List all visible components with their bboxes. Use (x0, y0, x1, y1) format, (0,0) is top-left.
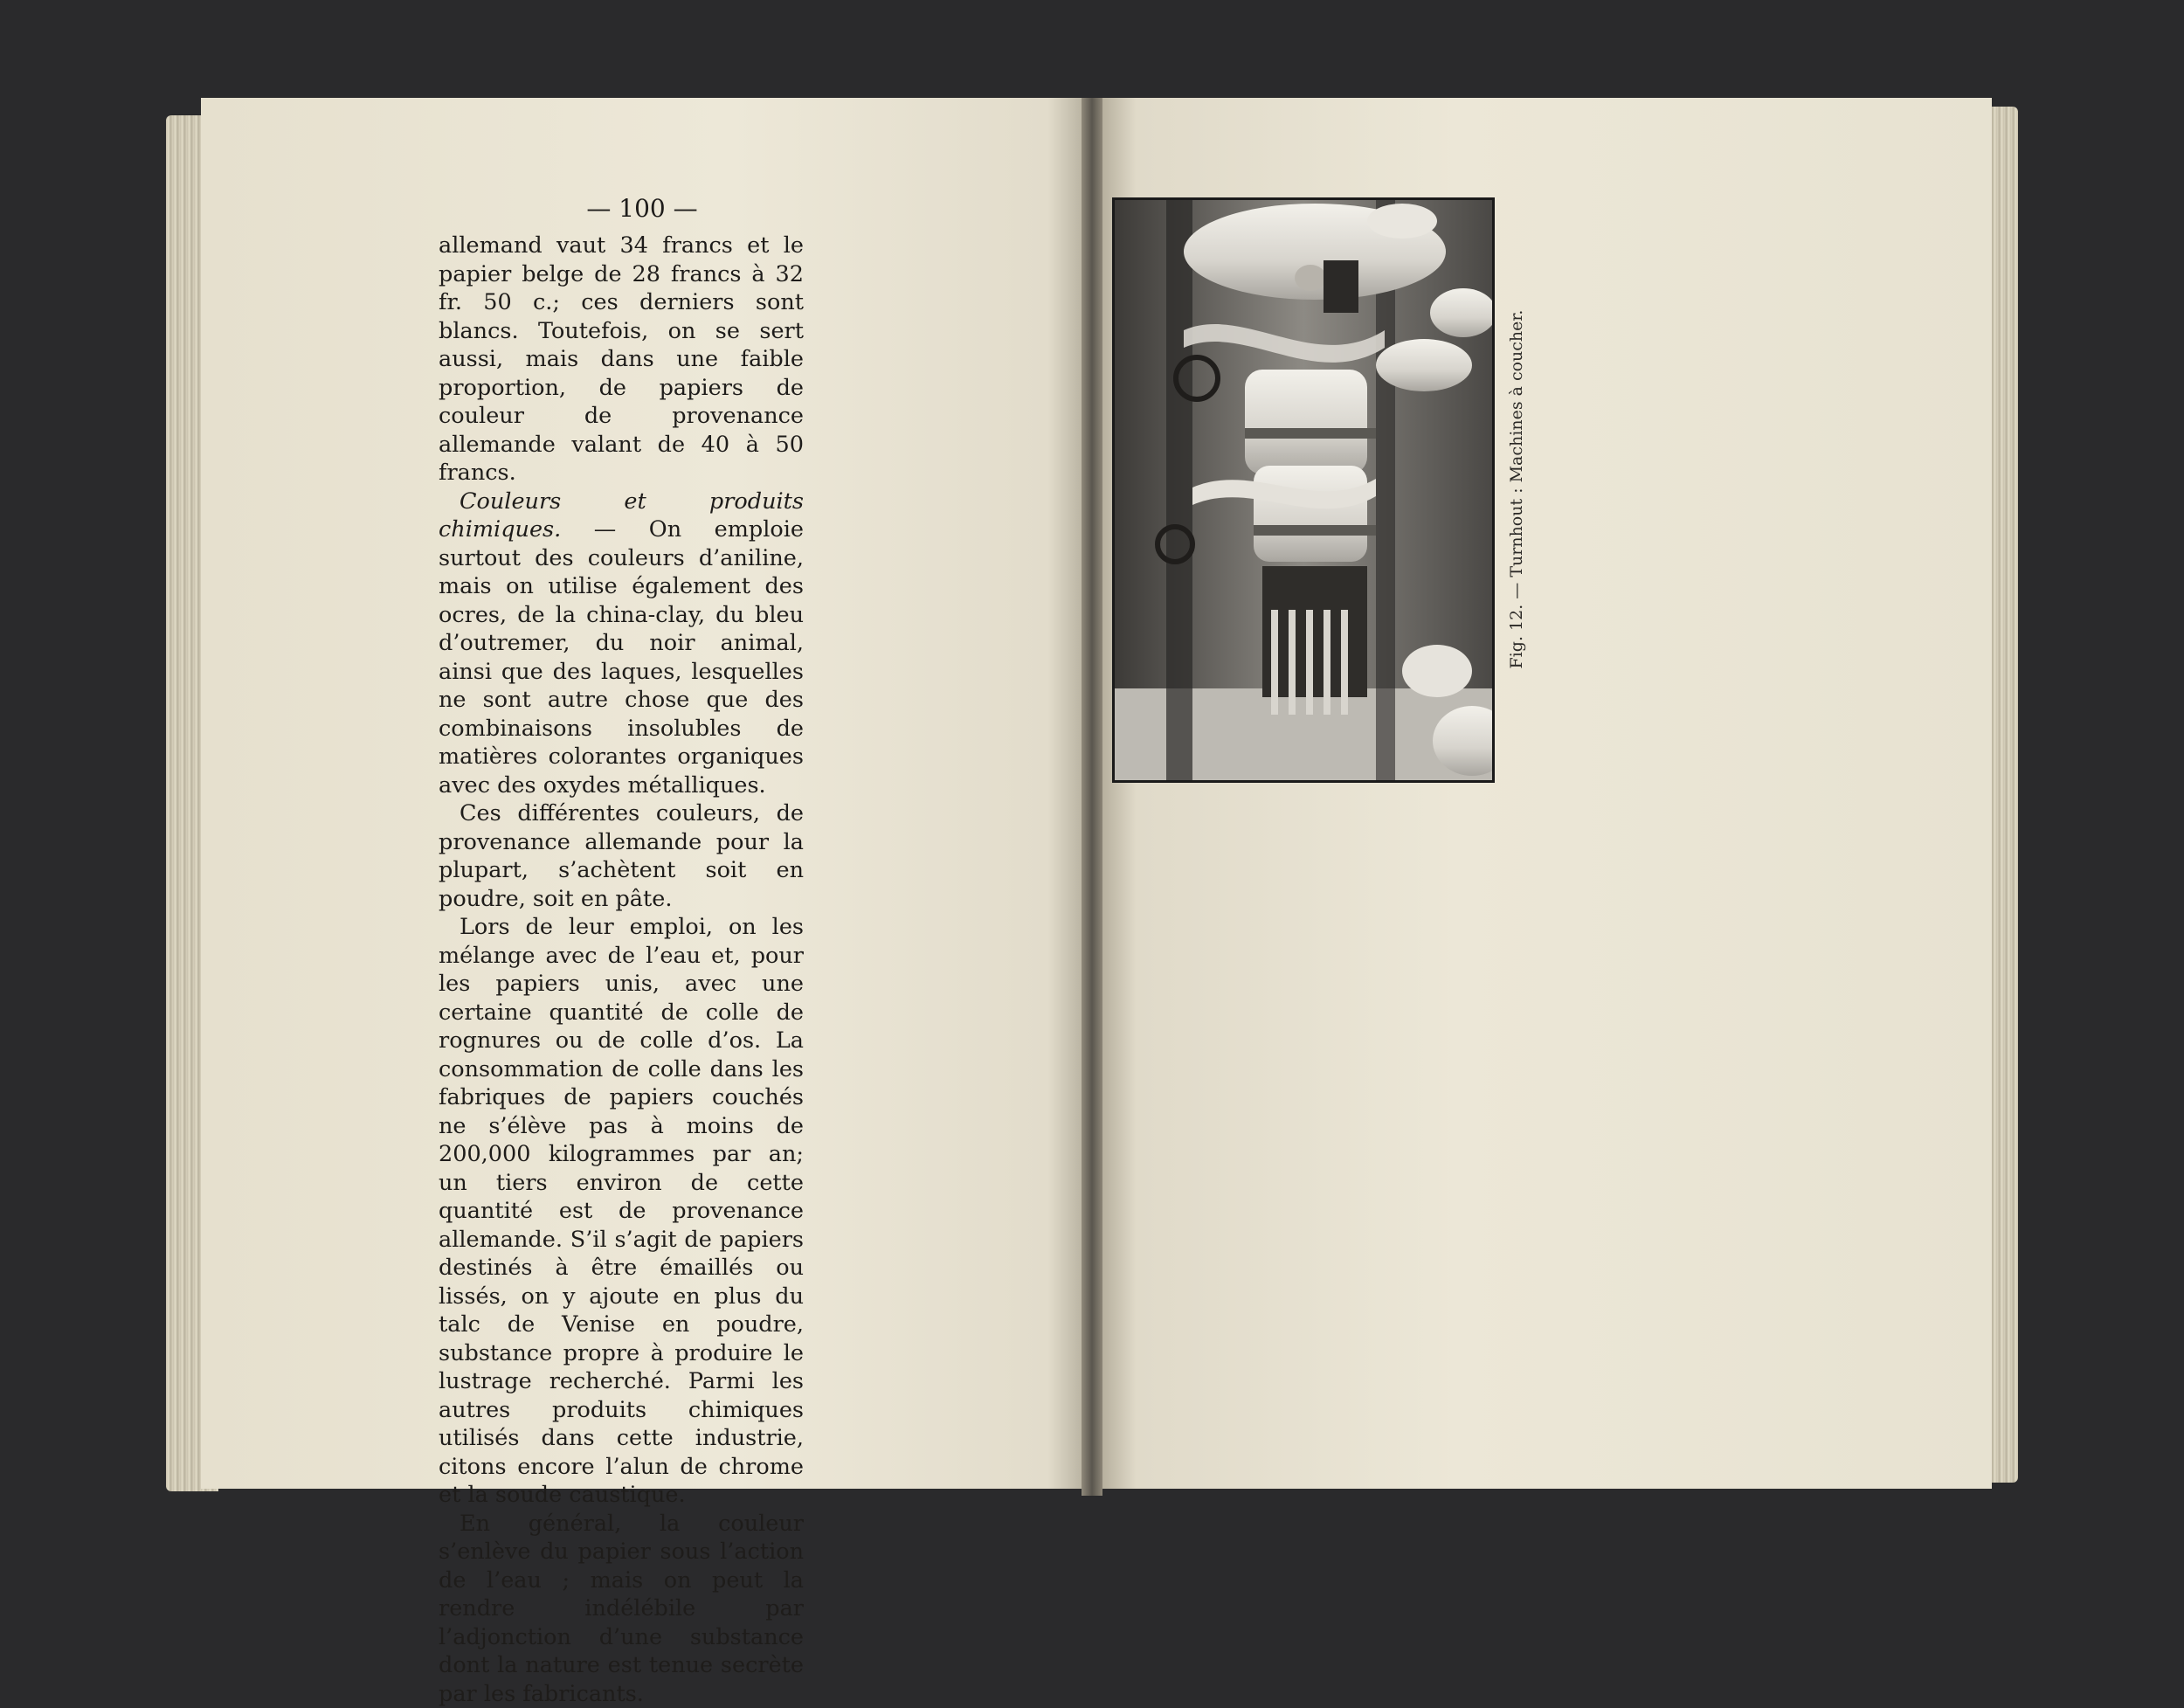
right-page-content (367, 0, 1677, 1592)
factory-photograph (1112, 197, 1495, 783)
page-number: — 100 — (201, 194, 1083, 223)
paragraph-2-text: — On emploie surtout des couleurs d’aniline, mais on utilise également des ocres, de la china-clay, du bleu d’outremer, du noir animal, ainsi que des laques, lesquelles ne sont autre chose que des combinaisons insolubles de matières colorantes organiques avec des oxydes métalliques. (439, 516, 804, 799)
paragraph-1: allemand vaut 34 francs et le papier belge de 28 francs à 32 fr. 50 c.; ces derniers sont blancs. Toutefois, on se sert aussi, mais dans une faible proportion, de papiers de couleur de provenance allemande valant de 40 à 50 francs. (439, 232, 804, 488)
paragraph-5: En général, la couleur s’enlève du papier sous l’action de l’eau ; mais on peut la rendre indélébile par l’adjonction d’une substance dont la nature est tenue secrète par les fabricants. (439, 1510, 804, 1708)
paragraph-4: Lors de leur emploi, on les mélange avec de l’eau et, pour les papiers unis, avec une certaine quantité de colle de rognures ou de colle d’os. La consommation de colle dans les fabriques de papiers couchés ne s’élève pas à moins de 200,000 kilogrammes par an; un tiers environ de cette quantité est de provenance allemande. S’il s’agit de papiers destinés à être émaillés ou lissés, on y ajoute en plus du talc de Venise en poudre, substance propre à produire le lustrage recherché. Parmi les autres produits chimiques utilisés dans cette industrie, citons encore l’alun de chrome et la soude caustique. (439, 913, 804, 1510)
section-heading: Couleurs et produits chimiques. (439, 488, 804, 543)
paragraph-3: Ces différentes couleurs, de provenance allemande pour la plupart, s’achètent soit en poudre, soit en pâte. (439, 799, 804, 913)
figure-caption: Fig. 12. — Turnhout : Machines à coucher. (1507, 262, 1526, 716)
paper-coating-machines-image (1114, 199, 1493, 781)
